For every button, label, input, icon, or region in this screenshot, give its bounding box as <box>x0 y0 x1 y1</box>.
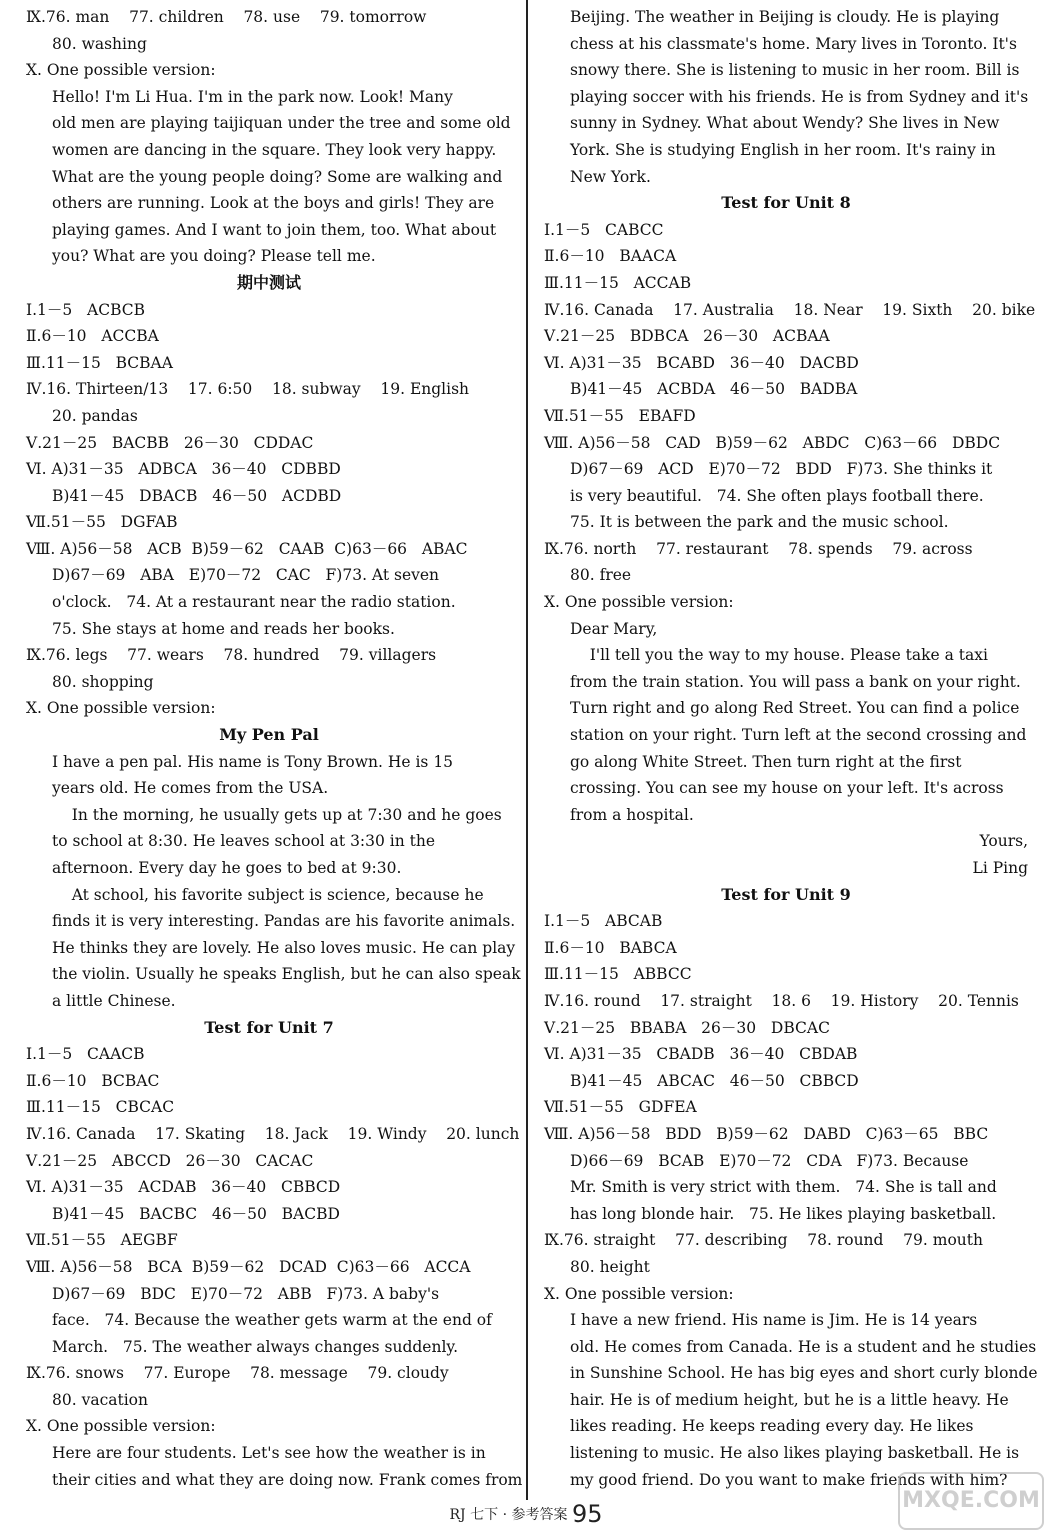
text-line: others are running. Look at the boys and girls! They are <box>52 194 495 213</box>
text-line: Hello! I'm Li Hua. I'm in the park now. Look! Many <box>52 87 453 106</box>
section-heading: Test for Unit 7 <box>204 1017 334 1037</box>
text-line: At school, his favorite subject is science, because he <box>52 885 484 904</box>
text-line: likes reading. He keeps reading every day. He likes <box>570 1417 974 1436</box>
watermark-logo: MXQE.COM <box>898 1472 1044 1530</box>
text-line: D)67－69 ABA E)70－72 CAC F)73. At seven <box>52 566 440 585</box>
text-line: Ⅳ.16. Canada 17. Skating 18. Jack 19. Windy 20. lunch <box>26 1124 520 1143</box>
text-line: Ⅸ.76. snows 77. Europe 78. message 79. cloudy <box>26 1364 449 1383</box>
text-line: Ⅱ.6－10 BAACA <box>544 247 677 266</box>
text-line: Ⅱ.6－10 BABCA <box>544 938 677 957</box>
text-line: in Sunshine School. He has big eyes and short curly blonde <box>570 1364 1038 1383</box>
text-line: Ⅵ. A)31－35 BCABD 36－40 DACBD <box>544 353 859 372</box>
text-line: Ⅳ.16. Thirteen/13 17. 6:50 18. subway 19. English <box>26 380 470 399</box>
text-line: 80. washing <box>52 34 147 53</box>
text-line: Ⅲ.11－15 BCBAA <box>26 353 173 372</box>
text-line: Ⅵ. A)31－35 CBADB 36－40 CBDAB <box>544 1045 858 1064</box>
text-line: playing games. And I want to join them, too. What about <box>52 220 497 239</box>
text-line: Mr. Smith is very strict with them. 74. She is tall and <box>570 1178 997 1197</box>
text-line: Ⅲ.11－15 ABBCC <box>544 965 692 984</box>
text-line: Ⅸ.76. man 77. children 78. use 79. tomorrow <box>26 8 427 26</box>
text-line: go along White Street. Then turn right at the first <box>570 752 962 771</box>
text-line: Ⅰ.1－5 CABCC <box>544 220 664 239</box>
text-line: Dear Mary, <box>570 619 658 638</box>
text-line: 80. shopping <box>52 672 154 691</box>
text-line: Here are four students. Let's see how the weather is in <box>52 1444 486 1463</box>
text-line: Ⅰ.1－5 ACBCB <box>26 300 146 319</box>
text-line: B)41－45 DBACB 46－50 ACDBD <box>52 486 342 505</box>
section-heading: 期中测试 <box>236 272 301 292</box>
footer-label: RJ 七下 · 参考答案 <box>449 1507 568 1523</box>
text-line: Li Ping <box>972 859 1028 877</box>
text-line: Ⅴ.21－25 BBABA 26－30 DBCAC <box>544 1018 830 1037</box>
text-line: Ⅰ.1－5 CAACB <box>26 1045 145 1064</box>
text-line: Ⅹ. One possible version: <box>26 1417 216 1436</box>
text-line: finds it is very interesting. Pandas are his favorite animals. <box>52 912 516 931</box>
text-line: sunny in Sydney. What about Wendy? She lives in New <box>570 114 1000 133</box>
right-column <box>544 4 1038 1493</box>
text-line: to school at 8:30. He leaves school at 3:30 in the <box>52 832 436 851</box>
text-line: snowy there. She is listening to music in her room. Bill is <box>570 61 1020 80</box>
text-line: is very beautiful. 74. She often plays football there. <box>570 486 984 505</box>
section-heading: Test for Unit 8 <box>721 193 851 213</box>
text-line: Ⅹ. One possible version: <box>544 1284 734 1303</box>
text-line: Ⅳ.16. round 17. straight 18. 6 19. History 20. Tennis <box>544 991 1019 1010</box>
text-line: Ⅹ. One possible version: <box>26 699 216 718</box>
text-line: Ⅱ.6－10 BCBAC <box>26 1071 160 1090</box>
text-line: D)67－69 ACD E)70－72 BDD F)73. She thinks it <box>570 460 993 479</box>
text-line: 75. It is between the park and the music school. <box>570 513 949 532</box>
text-line: Ⅰ.1－5 ABCAB <box>544 912 663 931</box>
text-line: I have a pen pal. His name is Tony Brown. He is 15 <box>52 752 454 771</box>
text-line: years old. He comes from the USA. <box>52 779 329 798</box>
text-line: crossing. You can see my house on your left. It's across <box>570 779 1004 798</box>
text-line: He thinks they are lovely. He also loves music. He can play <box>52 938 516 957</box>
text-line: my good friend. Do you want to make friends with him? <box>570 1470 1008 1489</box>
text-line: March. 75. The weather always changes suddenly. <box>52 1337 459 1356</box>
text-line: Ⅲ.11－15 CBCAC <box>26 1098 175 1117</box>
text-line: 20. pandas <box>52 406 138 425</box>
text-line: D)67－69 BDC E)70－72 ABB F)73. A baby's <box>52 1284 440 1303</box>
text-line: Ⅹ. One possible version: <box>544 593 734 612</box>
text-line: Ⅳ.16. Canada 17. Australia 18. Near 19. Sixth 20. bike <box>544 300 1036 319</box>
text-line: you? What are you doing? Please tell me. <box>52 247 376 266</box>
text-line: Ⅱ.6－10 ACCBA <box>26 327 159 346</box>
text-line: Ⅷ. A)56－58 ACB B)59－62 CAAB C)63－66 ABAC <box>26 539 468 558</box>
text-line: from the train station. You will pass a bank on your right. <box>570 672 1021 691</box>
text-line: chess at his classmate's home. Mary lives in Toronto. It's <box>570 34 1017 53</box>
text-line: In the morning, he usually gets up at 7:30 and he goes <box>52 805 502 824</box>
text-line: Ⅵ. A)31－35 ADBCA 36－40 CDBBD <box>26 460 341 479</box>
text-line: Beijing. The weather in Beijing is cloudy. He is playing <box>570 8 1000 26</box>
page-number: 95 <box>571 1500 603 1528</box>
text-line: has long blonde hair. 75. He likes playing basketball. <box>570 1204 997 1223</box>
text-line: D)66－69 BCAB E)70－72 CDA F)73. Because <box>570 1151 969 1170</box>
text-line: Ⅴ.21－25 BACBB 26－30 CDDAC <box>26 433 314 452</box>
text-line: Ⅶ.51－55 GDFEA <box>544 1098 697 1117</box>
text-line: What are the young people doing? Some are walking and <box>52 167 503 186</box>
page-footer <box>0 1500 1052 1528</box>
text-line: B)41－45 ACBDA 46－50 BADBA <box>570 380 858 399</box>
text-line: Ⅸ.76. straight 77. describing 78. round 79. mouth <box>544 1231 983 1250</box>
text-line: Yours, <box>979 832 1028 851</box>
column-divider <box>526 0 528 1500</box>
text-line: old. He comes from Canada. He is a student and he studies <box>570 1337 1037 1356</box>
text-line: Ⅶ.51－55 DGFAB <box>26 513 178 532</box>
text-line: old men are playing taijiquan under the tree and some old <box>52 114 511 133</box>
section-heading: My Pen Pal <box>219 725 319 745</box>
text-line: afternoon. Every day he goes to bed at 9:30. <box>52 859 402 877</box>
text-line: listening to music. He also likes playing basketball. He is <box>570 1444 1020 1463</box>
text-line: their cities and what they are doing now. Frank comes from <box>52 1470 523 1489</box>
text-line: hair. He is of medium height, but he is a little heavy. He <box>570 1390 1009 1409</box>
text-line: 80. vacation <box>52 1390 148 1409</box>
text-line: Ⅲ.11－15 ACCAB <box>544 273 692 292</box>
text-line: Ⅶ.51－55 EBAFD <box>544 406 696 425</box>
text-line: 75. She stays at home and reads her books. <box>52 619 395 638</box>
text-line: B)41－45 ABCAC 46－50 CBBCD <box>570 1071 859 1090</box>
text-line: Ⅷ. A)56－58 BDD B)59－62 DABD C)63－65 BBC <box>544 1124 989 1143</box>
text-line: playing soccer with his friends. He is from Sydney and it's <box>570 87 1029 106</box>
text-line: Ⅸ.76. legs 77. wears 78. hundred 79. villagers <box>26 646 437 665</box>
text-line: Ⅶ.51－55 AEGBF <box>26 1231 178 1250</box>
text-line: Ⅵ. A)31－35 ACDAB 36－40 CBBCD <box>26 1178 341 1197</box>
text-line: women are dancing in the square. They look very happy. <box>52 140 497 159</box>
text-line: station on your right. Turn left at the second crossing and <box>570 726 1027 745</box>
text-line: 80. free <box>570 566 632 585</box>
text-line: New York. <box>570 167 651 186</box>
left-column <box>26 4 523 1493</box>
text-line: I have a new friend. His name is Jim. He is 14 years <box>570 1311 978 1330</box>
text-line: 80. height <box>570 1257 650 1276</box>
text-line: a little Chinese. <box>52 991 176 1010</box>
text-line: the violin. Usually he speaks English, but he can also speak <box>52 965 521 984</box>
text-line: Ⅷ. A)56－58 BCA B)59－62 DCAD C)63－66 ACCA <box>26 1257 471 1276</box>
text-line: Ⅴ.21－25 ABCCD 26－30 CACAC <box>26 1151 314 1170</box>
text-line: Ⅴ.21－25 BDBCA 26－30 ACBAA <box>544 327 830 346</box>
text-line: York. She is studying English in her room. It's rainy in <box>570 140 996 159</box>
text-line: Ⅹ. One possible version: <box>26 61 216 80</box>
text-line: Ⅷ. A)56－58 CAD B)59－62 ABDC C)63－66 DBDC <box>544 433 1001 452</box>
section-heading: Test for Unit 9 <box>721 884 851 904</box>
text-line: o'clock. 74. At a restaurant near the radio station. <box>52 593 456 612</box>
text-line: Ⅸ.76. north 77. restaurant 78. spends 79. across <box>544 539 973 558</box>
text-line: B)41－45 BACBC 46－50 BACBD <box>52 1204 340 1223</box>
text-line: I'll tell you the way to my house. Please take a taxi <box>570 646 988 665</box>
text-line: from a hospital. <box>570 805 694 824</box>
text-line: Turn right and go along Red Street. You can find a police <box>570 699 1020 718</box>
text-line: face. 74. Because the weather gets warm at the end of <box>52 1311 492 1330</box>
